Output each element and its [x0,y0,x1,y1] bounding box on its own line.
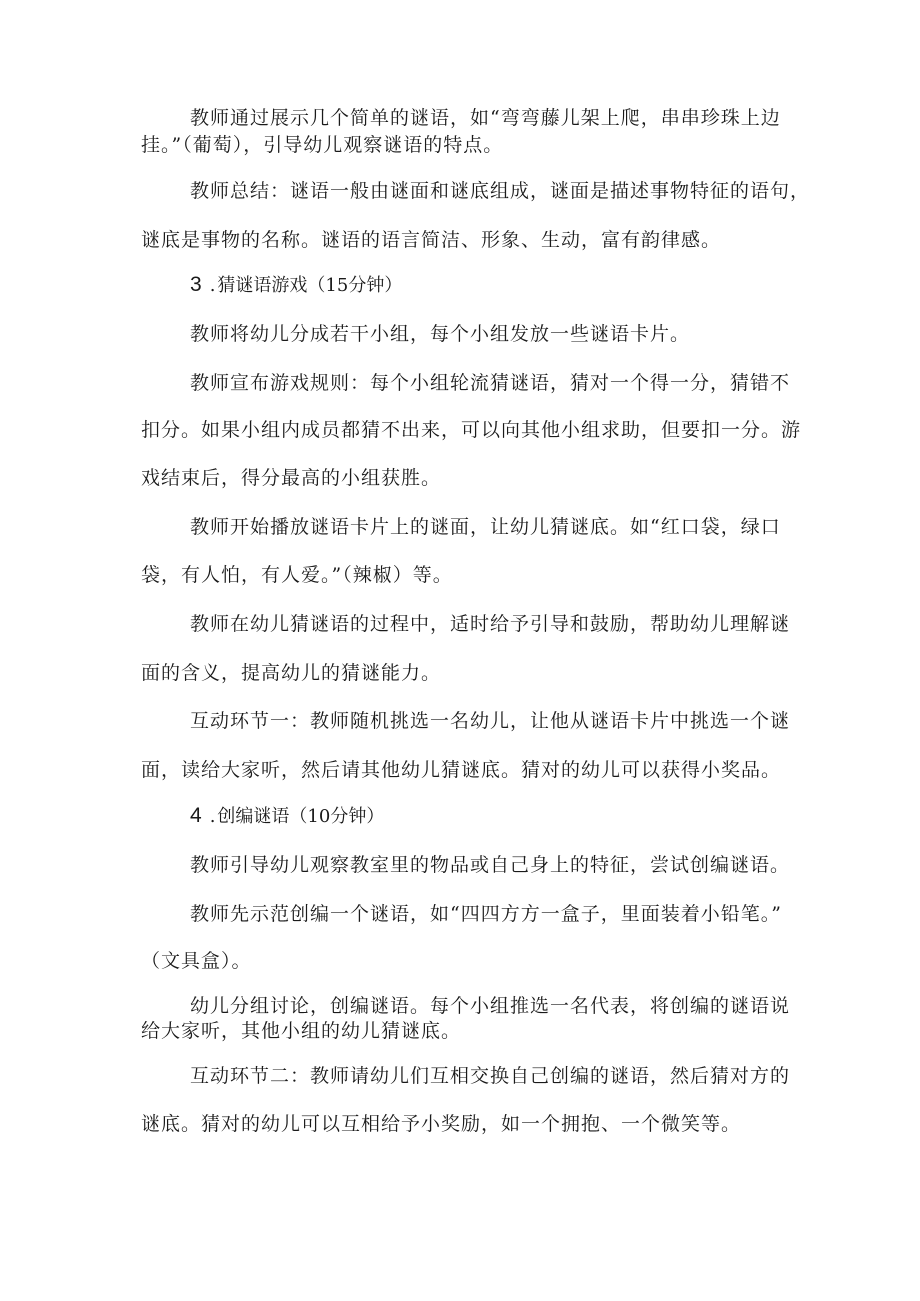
paragraph-line: 谜底。猜对的幼儿可以互相给予小奖励，如一个拥抱、一个微笑等。 [141,1113,742,1135]
paragraph-line: 给大家听，其他小组的幼儿猜谜底。 [141,1020,462,1042]
paragraph-line: 教师开始播放谜语卡片上的谜面，让幼儿猜谜底。如“红口袋，绿口 [190,516,781,538]
section-heading [190,803,384,830]
paragraph-line: 互动环节一：教师随机挑选一名幼儿，让他从谜语卡片中挑选一个谜 [190,710,791,732]
section-title: 创编谜语（10分钟） [217,806,385,827]
paragraph-line: 挂。”（葡萄），引导幼儿观察谜语的特点。 [141,134,504,156]
section-dot: . [209,275,216,296]
paragraph-line: 面，读给大家听，然后请其他幼儿猜谜底。猜对的幼儿可以获得小奖品。 [141,759,782,781]
section-number: 4 [190,804,202,827]
paragraph-line: 幼儿分组讨论，创编谜语。每个小组推选一名代表，将创编的谜语说 [190,995,791,1017]
paragraph-line: 谜底是事物的名称。谜语的语言简洁、形象、生动，富有韵律感。 [141,229,722,251]
paragraph-line: 教师引导幼儿观察教室里的物品或自己身上的特征，尝试创编谜语。 [190,854,791,876]
paragraph-line: 教师通过展示几个简单的谜语，如“弯弯藤儿架上爬，串串珍珠上边 [190,107,781,129]
paragraph-line: 袋，有人怕，有人爱。”（辣椒）等。 [141,564,453,586]
section-number: 3 [190,273,202,296]
paragraph-line: 扣分。如果小组内成员都猜不出来，可以向其他小组求助，但要扣一分。游 [141,419,802,441]
paragraph-line: 教师将幼儿分成若干小组，每个小组发放一些谜语卡片。 [190,323,691,345]
section-title: 猜谜语游戏（15分钟） [217,275,403,296]
paragraph-line: 教师总结：谜语一般由谜面和谜底组成，谜面是描述事物特征的语句， [190,180,811,202]
paragraph-line: 教师先示范创编一个谜语，如“四四方方一盒子，里面装着小铅笔。” [190,903,782,925]
paragraph-line: （文具盒）。 [141,950,252,972]
paragraph-line: 戏结束后，得分最高的小组获胜。 [141,467,442,489]
paragraph-line: 教师宣布游戏规则：每个小组轮流猜谜语，猜对一个得一分，猜错不 [190,372,791,394]
section-heading [190,272,402,299]
section-dot: . [209,806,216,827]
paragraph-line: 面的含义，提高幼儿的猜谜能力。 [141,662,442,684]
paragraph-line: 教师在幼儿猜谜语的过程中，适时给予引导和鼓励，帮助幼儿理解谜 [190,613,791,635]
paragraph-line: 互动环节二：教师请幼儿们互相交换自己创编的谜语，然后猜对方的 [190,1065,791,1087]
